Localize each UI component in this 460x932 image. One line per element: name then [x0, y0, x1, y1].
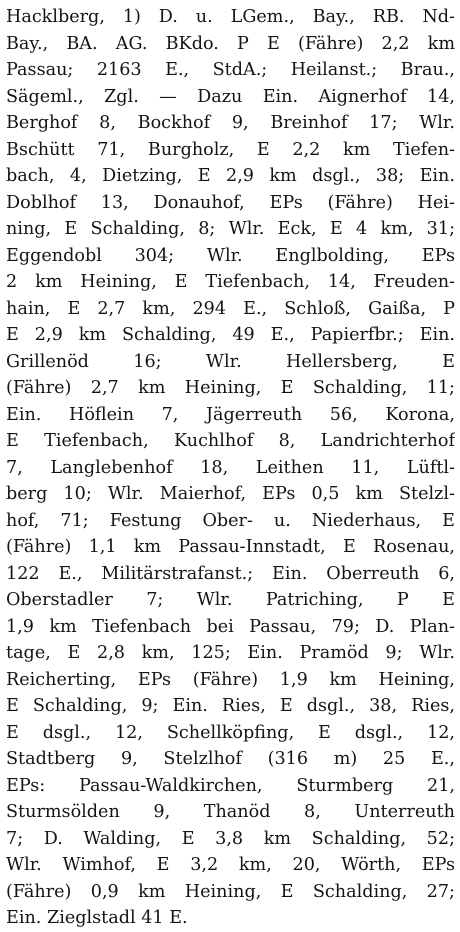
text-line: Eggendobl 304; Wlr. Englbolding, EPs	[6, 245, 455, 266]
text-line: E 2,9 km Schalding, 49 E., Papierfbr.; Ein.	[6, 325, 455, 345]
text-line: 1,9 km Tiefenbach bei Passau, 79; D. Plan-	[6, 616, 455, 637]
text-line: hain, E 2,7 km, 294 E., Schloß, Gaißa, P	[6, 298, 455, 319]
text-line: EPs: Passau-Waldkirchen, Sturmberg 21,	[6, 775, 455, 796]
text-line: Reicherting, EPs (Fähre) 1,9 km Heining,	[6, 669, 455, 690]
text-line: 7; D. Walding, E 3,8 km Schalding, 52;	[6, 828, 455, 849]
text-line: Sägeml., Zgl. — Dazu Ein. Aignerhof 14,	[6, 86, 455, 107]
text-line: Ein. Höflein 7, Jägerreuth 56, Korona,	[6, 404, 455, 425]
text-line: E Tiefenbach, Kuchlhof 8, Landrichterhof	[6, 431, 455, 451]
text-line: E dsgl., 12, Schellköpfing, E dsgl., 12,	[6, 722, 455, 743]
text-line: Hacklberg, 1) D. u. LGem., Bay., RB. Nd-	[6, 7, 455, 27]
text-line: Doblhof 13, Donauhof, EPs (Fähre) Hei-	[6, 192, 455, 213]
text-line: ning, E Schalding, 8; Wlr. Eck, E 4 km, 31;	[6, 219, 455, 239]
text-line: Berghof 8, Bockhof 9, Breinhof 17; Wlr.	[6, 113, 455, 133]
text-line: Wlr. Wimhof, E 3,2 km, 20, Wörth, EPs	[6, 855, 455, 875]
text-line: (Fähre) 1,1 km Passau-Innstadt, E Rosenau,	[6, 537, 455, 557]
text-line: (Fähre) 2,7 km Heining, E Schalding, 11;	[6, 378, 455, 398]
text-line: Bschütt 71, Burgholz, E 2,2 km Tiefen-	[6, 139, 455, 160]
text-line: Oberstadler 7; Wlr. Patriching, P E	[6, 590, 455, 610]
text-line: Grillenöd 16; Wlr. Hellersberg, E	[6, 351, 455, 372]
text-line: tage, E 2,8 km, 125; Ein. Pramöd 9; Wlr.	[6, 643, 455, 663]
text-line: Stadtberg 9, Stelzlhof (316 m) 25 E.,	[6, 749, 455, 769]
text-line: (Fähre) 0,9 km Heining, E Schalding, 27;	[6, 881, 455, 902]
text-line: 2 km Heining, E Tiefenbach, 14, Freuden-	[6, 272, 455, 292]
text-line: Bay., BA. AG. BKdo. P E (Fähre) 2,2 km	[6, 33, 455, 54]
text-line: Ein. Zieglstadl 41 E.	[6, 908, 188, 928]
text-line: 122 E., Militärstrafanst.; Ein. Oberreuth 6,	[6, 563, 455, 584]
text-line: Passau; 2163 E., StdA.; Heilanst.; Brau.,	[6, 60, 455, 80]
text-line: berg 10; Wlr. Maierhof, EPs 0,5 km Stelzl-	[6, 484, 455, 504]
text-line: 7, Langlebenhof 18, Leithen 11, Lüftl-	[6, 457, 455, 478]
text-line: bach, 4, Dietzing, E 2,9 km dsgl., 38; Ein.	[6, 166, 455, 186]
text-line: E Schalding, 9; Ein. Ries, E dsgl., 38, Ries,	[6, 696, 455, 716]
text-line: Sturmsölden 9, Thanöd 8, Unterreuth	[6, 802, 455, 822]
text-line: hof, 71; Festung Ober- u. Niederhaus, E	[6, 510, 455, 531]
